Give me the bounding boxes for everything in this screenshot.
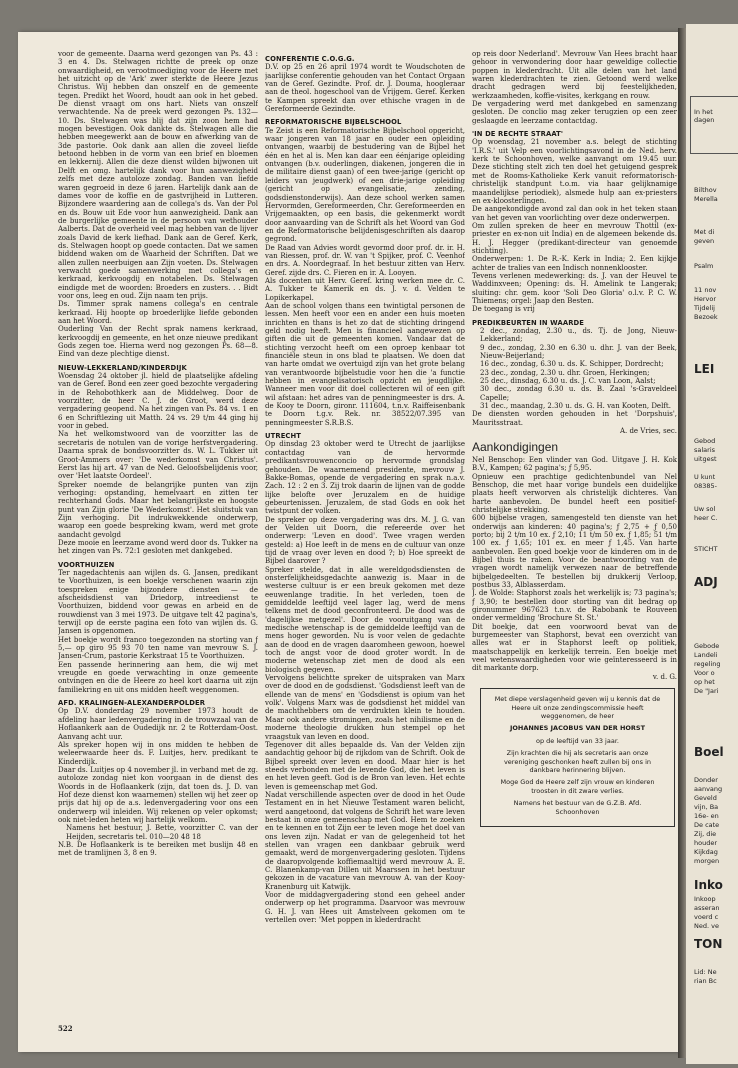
cropped-text-fragment: voerd c <box>694 913 719 921</box>
cropped-text-fragment: ADJ <box>694 575 718 589</box>
cropped-text-fragment: Hervor <box>694 295 717 303</box>
paragraph: v. d. G. <box>652 672 677 681</box>
cropped-text-fragment: Ned. ve <box>694 922 719 930</box>
section-heading: VOORTHUIZEN <box>58 560 115 569</box>
cropped-text-fragment: Bilthov <box>694 186 717 194</box>
cropped-text-fragment: Psalm <box>694 262 714 270</box>
paragraph: 600 bijbelse vragen, samengesteld ten dienste van het onderwijs aan kinderen: 40 pagina's; ƒ 2,75 + ƒ 0,50 porto; bij 2 t/m 10 ex. ƒ 2,10; 11 t/m 50 ex. ƒ 1,85; 51 t/m 100 ex. ƒ 1,65; 101 ex. en meer ƒ 1,45. Van harte aanbevolen. Een goed boekje voor de kinderen om in de Bijbel thuis te raken. Voor de beantwoording van de vragen wordt namelijk verwezen naar de betreffende bijbelgedeelten. Te bestellen bij drukkerij Verloop, postbus 33, Alblasserdam. <box>472 514 677 589</box>
cropped-text-fragment: Inkoop <box>694 895 716 903</box>
paragraph: De diensten worden gehouden in het 'Dorpshuis', Mauritsstraat. <box>472 410 677 427</box>
paragraph: Vervolgens belichtte spreker de uitspraken van Marx over de dood en de godsdienst. 'Godsdienst leeft van de ellende van de mens' en 'Godsdienst is opium van het volk'. Volgens Marx was de godsdienst het middel van de machthebbers om de verdrukten klein te houden. Maar ook andere stromingen, zoals het nihilisme en de moderne theologie drukken hun stempel op het vraagstuk van leven en dood. <box>265 674 465 741</box>
paragraph: Opnieuw een prachtige gedichtenbundel van Nel Benschop, die met haar vorige bundels een duidelijke plaats heeft verworven als christelijk dichteres. Van harte aanbevolen. De bundel heeft een positief-christelijke strekking. <box>472 472 677 514</box>
paragraph: Als spreker hopen wij in ons midden te hebben de weleerwaarde heer ds. F. Luitjes, herv. predikant te Kinderdijk. <box>58 740 258 766</box>
paragraph: De Raad van Advies wordt gevormd door prof. dr. ir. H. van Riessen, prof. dr. W. van 't Spijker, prof. C. Veenhof en drs. A. Noordegraaf. In het bestuur zitten van Herv. Geref. zijde drs. C. Fieren en ir. A. Looyen. <box>265 243 465 277</box>
cropped-text-fragment: salaris <box>694 446 716 454</box>
paragraph: J. de Wolde: Staphorst zoals het werkelijk is; 73 pagina's; ƒ 3,90; te bestellen door storting van dit bedrag op gironummer 967623 t.n.v. de Rabobank te Rouveen onder vermelding 'Brochure St. St.' <box>472 589 677 623</box>
paragraph: Ds. Timmer sprak namens collega's en centrale kerkraad. Hij hoopte op broederlijke liefde gebonden aan het Woord. <box>58 300 258 325</box>
section-heading: AFD. KRALINGEN-ALEXANDERPOLDER <box>58 699 206 708</box>
boxed-notice-fragment <box>690 96 738 154</box>
cropped-text-fragment: Met di <box>694 228 715 236</box>
cropped-text-fragment: Bezoek <box>694 313 718 321</box>
cropped-text-fragment: Gebod <box>694 437 716 445</box>
cropped-text-fragment: De "Jari <box>694 687 719 695</box>
cropped-text-fragment: Voor o <box>694 669 715 677</box>
cropped-text-fragment: uitgest <box>694 455 717 463</box>
cropped-text-fragment: 11 nov <box>694 286 717 294</box>
paragraph: 2 dec., zondag, 2.30 u., ds. Tj. de Jong, Nieuw-Lekkerland; <box>480 327 677 344</box>
paragraph: Spreker noemde de belangrijke punten van zijn verhoging: opstanding, hemelvaart en zitten ter rechterhand Gods. Maar het belangrijkste en hoogste punt van Zijn glorie 'De Wederkomst'. Het sluitstuk van Zijn verhoging. Dit indrukwekkende onderwerp, waarop een goede bespreking kwam, werd met grote aandacht gevolgd <box>58 480 258 539</box>
right-page-edge <box>686 24 738 1064</box>
cropped-text-fragment: houder <box>694 839 718 847</box>
cropped-text-fragment: Zij, die <box>694 830 717 838</box>
cropped-text-fragment: LEI <box>694 362 715 376</box>
section-heading: NIEUW-LEKKERLAND/KINDERDIJK <box>58 363 187 372</box>
column-3-flow <box>472 50 677 681</box>
paragraph: op reis door Nederland'. Mevrouw Van Hees bracht haar gehoor in verwondering door haar geweldige collectie poppen in klederdracht. Uit alle delen van het land waren klederdrachten te zien. Getoond werd welke dracht gedragen werd bij feestelijkheden, werkzaamheden, koffie-visites, kerkgang en rouw. <box>472 50 677 100</box>
paragraph: 23 dec., zondag, 2.30 u. dhr. Groen, Herkingen; <box>480 368 650 377</box>
cropped-text-fragment: Tijdelij <box>694 304 715 312</box>
paragraph: Woensdag 24 oktober jl. hield de plaatselijke afdeling van de Geref. Bond een zeer goed bezochte vergadering in de Rehobothkerk aan de Middelweg. Door de voorzitter, de heer C. J. de Groot, werd deze vergadering geopend. Na het zingen van Ps. 84 vs. 1 en 6 en Schriftlezing uit Matth. 24 vs. 29 t/m 44 ging hij voor in gebed. <box>58 372 258 431</box>
section-heading: REFORMATORISCHE BIJBELSCHOOL <box>265 118 402 127</box>
cropped-text-fragment: TON <box>694 937 723 951</box>
paragraph: Om zullen spreken de heer en mevrouw Thottil (ex-priester en ex-non uit India) en de algemeen bekende ds. H. J. Hegger (predikant-directeur van genoemde stichting). <box>472 221 677 255</box>
notice-name: JOHANNES JACOBUS VAN DER HORST <box>509 724 646 733</box>
notice-body: Zijn krachten die hij als secretaris aan onze vereniging geschonken heeft zullen bij ons in dankbare herinnering blijven. <box>503 749 652 774</box>
cropped-text-fragment: Gebode <box>694 642 720 650</box>
cropped-text-fragment: Landeli <box>694 651 718 659</box>
page-number: 522 <box>58 1024 73 1033</box>
paragraph: Een passende herinnering aan hem, die wij met vreugde en goede verwachting in onze gemeente ontvingen en die de Heere zo heel kort daarna uit zijn familiekring en uit ons midden heeft weggenomen. <box>58 660 258 694</box>
cropped-text-fragment: U kunt <box>694 473 716 481</box>
paragraph: 31 dec., maandag, 2.30 u. ds. G. H. van Kooten, Delft. <box>480 402 671 411</box>
paragraph: De vergadering werd met dankgebed en samenzang gesloten. De conclio mag zeker terugzien op een zeer geslaagde en leerzame contactdag. <box>472 100 677 125</box>
notice-signature: Namens het bestuur van de G.Z.B. Afd. Schoonhoven <box>513 799 642 816</box>
paragraph: De toegang is vrij <box>472 305 535 314</box>
cropped-text-fragment: geven <box>694 237 715 245</box>
paragraph: Deze mooie en leerzame avond werd door ds. Tukker na het zingen van Ps. 72:1 gesloten met dankgebed. <box>58 538 258 556</box>
section-heading: 'IN DE RECHTE STRAAT' <box>472 130 564 139</box>
cropped-text-fragment: aanvang <box>694 785 723 793</box>
notice-age: op de leeftijd van 33 jaar. <box>536 736 619 745</box>
paragraph: 9 dec., zondag, 2.30 en 6.30 u. dhr. J. van der Beek, Nieuw-Beijerland; <box>480 343 677 361</box>
cropped-text-fragment: Donder <box>694 776 718 784</box>
paragraph: D.V. op 25 en 26 april 1974 wordt te Woudschoten de jaarlijkse conferentie gehouden van het Contact Orgaan van de Geref. Gezindte. Prof. dr. J. Douma, hoogleraar aan de theol. hogeschool van de Vrijgem. Geref. Kerken te Kampen spreekt dan over ethische vragen in de Gereformeerde Gezindte. <box>265 63 465 114</box>
text-column-1 <box>58 50 258 1020</box>
section-heading: CONFERENTIE C.O.G.G. <box>265 55 355 63</box>
text-column-2 <box>265 50 465 1040</box>
cropped-text-fragment: Kijkdag <box>694 848 718 856</box>
death-notice <box>480 688 675 827</box>
paragraph: Aan de school volgen thans een twintigtal personen de lessen. Men heeft voor een en ander een huis moeten inrichten en thans is het zo dat de stichting dringend geld nodig heeft. Men is financieel aangewezen op giften die uit de gemeenten komen. Vandaar dat de stichting verzocht heeft om een oproep kenbaar tot financiële steun in ons blad te plaatsen. We doen dat van harte omdat we overtuigd zijn van het grote belang van verantwoorde bijbelstudie voor hen die 'a functie hebben in evangelisatorisch opzicht en jeugdlijke. Wanneer men voor dit doel collecteren wil of een gift wil afstaan: het adres van de penningmeester is drs. A. de Kooy te Doorn, gironr. 111604, t.n.v. Raiffeisenbank te Doorn t.g.v. Rek. nr. 38522/07.395 van penningmeester S.R.B.S. <box>265 301 465 427</box>
paragraph: 25 dec., dinsdag, 6.30 u. ds. J. C. van Loon, Aalst; <box>480 377 656 386</box>
section-heading: PREDIKBEURTEN IN WAARDE <box>472 318 585 327</box>
cropped-text-fragment: Boel <box>694 745 724 759</box>
paragraph: Als docenten uit Herv. Geref. kring werken mee dr. C. A. Tukker te Kamerik en ds. J. v. d. Velden te Lopikerkapel. <box>265 276 465 302</box>
cropped-text-fragment: dagen <box>694 116 715 124</box>
cropped-text-fragment: morgen <box>694 857 720 865</box>
paragraph: 30 dec., zondag 6.30 u. ds. B. Zaal 's-Graveldeel Capelle; <box>480 385 677 402</box>
cropped-text-fragment: asseran <box>694 904 720 912</box>
cropped-text-fragment: Geveld <box>694 794 717 802</box>
cropped-text-fragment: Lid: Ne <box>694 968 717 976</box>
cropped-text-fragment: heer C. <box>694 514 718 522</box>
cropped-text-fragment: STICHT <box>694 545 718 553</box>
paragraph: Daar ds. Luitjes op 4 november jl. in verband met de zg. autoloze zondag niet kon voorgaan in de dienst des Woords in de Hoflaankerk (zijn, dat toen ds. J. D. van Hof deze dienst kon waarnemen) stellen wij het zeer op prijs dat hij op de a.s. ledenvergadering voor ons een onderwerp wil inleiden. Wij rekenen op veler opkomst; ook niet-leden heten wij hartelijk welkom. <box>58 765 258 824</box>
paragraph: Ter nagedachtenis aan wijlen ds. G. Jansen, predikant te Voorthuizen, is een boekje verschenen waarin zijn toespreken enige bijzondere diensten — de afscheidsdienst van Driedorp, intreedienst te Voorthuizen, biddend voor gewas en arbeid en de rouwdienst van 3 mei 1973. De uitgave telt 42 pagina's, terwijl op de eerste pagina een foto van wijlen ds. G. Jansen is opgenomen. <box>58 568 258 636</box>
cropped-text-fragment: De cate <box>694 821 720 829</box>
section-heading: UTRECHT <box>265 432 302 441</box>
paragraph: Op D.V. donderdag 29 november 1973 houdt de afdeling haar ledenvergadering in de trouwzaal van de Hoflaankerk aan de Oudedijk nr. 2 te Rotterdam-Oost. Aanvang acht uur. <box>58 707 258 741</box>
paragraph: Spreker stelde, dat in alle wereldgodsdiensten de onsterfelijkheidsgedachte aanwezig is. Maar in de westerse cultuur is er een breuk gekomen met deze eeuwenlange traditie. In het verleden, toen de gemiddelde leeftijd veel lager lag, werd de mens telkens met de dood geconfronteerd. De dood was de 'dagelijkse metgezel'. Door de vooruitgang van de medische wetenschap is de gemiddelde leeftijd van de mens hoger geworden. Nu is voor velen de gedachte aan de dood en de vragen daaromheen gewoon, hoewel toch de angst voor de dood groter wordt. In de moderne wetenschap ziet men de dood als een biologisch gegeven. <box>265 565 465 674</box>
announcements-heading: Aankondigingen <box>472 440 559 455</box>
paragraph: Op dinsdag 23 oktober werd te Utrecht de jaarlijkse contactdag van de hervormde predikantsvrouwenconcio op hervormde grondslag gehouden. De waarnemend presidente, mevrouw J. Bakke-Bomas, opende de vergadering en sprak n.a.v. Zach. 12 : 2 en 3. Zij trok daarin de lijnen van de godde lijke belofte over Jeruzalem en de huidige gebeurtenissen. Jeruzalem, de stad Gods en ook het twistpunt der volken. <box>265 440 465 516</box>
paragraph: Tevens verlenen medewerking: ds. J. van der Heuvel te Waddinxveen; Opening: ds. H. Amelink te Langerak; sluiting: chr. gem. koor 'Soli Deo Gloria' o.l.v. P. C. W. Thiemens; orgel: Jaap den Besten. <box>472 271 677 305</box>
paragraph: Namens het bestuur, J. Bette, voorzitter C. van der Heijden, secretaris tel. 010—20 48 18 <box>66 824 258 841</box>
paragraph: A. de Vries, sec. <box>619 427 677 436</box>
paragraph: Dit boekje, dat een voorwoord bevat van de burgemeester van Staphorst, bevat een overzicht van alles wat er in Staphorst leeft op politiek, maatschappelijk en kerkelijk terrein. Een boekje met veel wetenswaardigheden voor wie geïnteresseerd is in dit markante dorp. <box>472 622 677 673</box>
paragraph: De aangekondigde avond zal dan ook in het teken staan van het geven van voorlichting over deze onderwerpen. <box>472 205 677 222</box>
cropped-text-fragment: op het <box>694 678 715 686</box>
cropped-text-fragment: In het <box>694 108 713 116</box>
cropped-text-fragment: vijn, Ba <box>694 803 719 811</box>
paragraph: Te Zeist is een Reformatorische Bijbelschool opgericht, waar jongeren van 18 jaar en ouder een opleiding ontvangen, waarbij de bestudering van de Bijbel het één en het al is. Men kan daar een éénjarige opleiding ontvangen (b.v. ouderlingen, diakenen, jongeren die in de militaire dienst gaan) of een twee-jarige (gericht op leiders van jeugdwerk) of een drie-jarige opleiding (gericht op evangelisatie, zending, godsdienstonderwijs). Aan deze school werken samen Hervormden, Gereformeerden, Chr. Gereformeerden en Vrijgemaakten, op een basis, die gekenmerkt wordt door aanvaarding van de Schrift als het Woord van God en de Reformatorische belijdenisgeschriften als daarop gegrond. <box>265 126 465 244</box>
cropped-text-fragment: Merella <box>694 195 718 203</box>
paragraph: 16 dec., zondag, 6.30 u. ds. K. Schipper, Dordrecht; <box>480 360 664 369</box>
cropped-text-fragment: Uw sol <box>694 505 716 513</box>
paragraph: voor de gemeente. Daarna werd gezongen van Ps. 43 : 3 en 4. Ds. Stelwagen richtte de preek op onze onwaardigheid, en verootmoediging voor de Heere met het uitzicht op de 'Ark' zwer sterkte de Heere Jezus Christus. Wij hebben dan onszelf en de gemeente tegen. Predikt het Woord, houdt aan ook in het gebed. De dienst vraagt om ons hart. Niets van onszelf verwachtende. Na de preek werd gezongen Ps. 132—10. Ds. Stelwagen was blij dat zijn zoon hem had mogen bevestigen. Ook dankte ds. Stelwagen alle die hebben meegewerkt aan de bouw en afwerking van de 3de pastorie. Ook dank aan allen die zoveel liefde betoond hebben in de vorm van een brief en bloemen en lekkernij. Allen die deze dienst wilden bijwonen uit Delft en omg. hartelijk dank voor hun aanwezigheid zelfs met deze autoloze zondag. Banden van liefde waren gegroeid in deze 6 jaren. Hartelijk dank aan de dames voor de koffie en de gastvrijheid in Lutteren. Bijzondere waardering aan de collega's ds. Van der Pol en ds. Bouw uit Ede voor hun aanwezigheid. Dank aan de burgerlijke gemeente in de persoon van wethouder Aalberts. Dat de overheid veel mag hebben van de lijver zoals David de kerk liefhad. Dank aan de Geref. Kerk, ds. Stelwagen hoopt op goede contacten. Dat we samen biddend waken om de Waarheid der Schriften. Dat we allen zullen neerbuigen aan Zijn voeten. Ds. Stelwagen verwacht goede samenwerking met collega's en kerkraad, kerkvoogdij en notabelen. Ds. Stelwagen eindigde met de woorden: Broeders en zusters. . . Bidt voor ons, leeg en oud. Zijn naam ten prijs. <box>58 50 258 300</box>
cropped-text-fragment: rian Bc <box>694 977 717 985</box>
paragraph: Voor de middagvergadering stond een geheel ander onderwerp op het programma. Daarvoor was mevrouw G. H. J. van Hees uit Amstelveen gekomen om te vertellen over: 'Met poppen in klederdracht <box>265 891 465 925</box>
paragraph: Op woensdag, 21 november a.s. belegt de stichting 'I.R.S.' uit Velp een voorlichtingsavond in de Ned. herv. kerk te Schoonhoven, welke aanvangt om 19.45 uur. Deze stichting stelt zich ten doel het getuigend gesprek met de Rooms-Katholieke Kerk vanuit reformatorisch-christelijk standpunt t.o.m. via haar gelijknamige maandelijkse periodiek), alsmede hulp aan ex-priesters en ex-kloosterlingen. <box>472 138 677 205</box>
cropped-text-fragment: 16e- en <box>694 812 719 820</box>
cropped-text-fragment: Inko <box>694 878 723 892</box>
paragraph: Ouderling Van der Recht sprak namens kerkraad, kerkvoogdij en gemeente, en het onze nieuwe predikant Gods zegen toe. Hierna werd nog gezongen Ps. 68—8. Eind van deze plechtige dienst. <box>58 325 258 359</box>
cropped-text-fragment: regeling <box>694 660 721 668</box>
paragraph: Nel Benschop: Een vlinder van God. Uitgave J. H. Kok B.V., Kampen; 62 pagina's; ƒ 5,95. <box>472 455 677 473</box>
notice-wish: Moge God de Heere zelf zijn vrouw en kinderen troosten in dit zware verlies. <box>500 778 655 795</box>
paragraph: Na het welkomstwoord van de voorzitter las de secretaris de notulen van de vorige herfstvergadering. Daarna sprak de bondsvoorzitter ds. W. L. Tukker uit Groot-Ammers over: 'De wederkomst van Christus'. Eerst las hij art. 47 van de Ned. Geloofsbelijdenis voor, over 'Het laatste Oordeel'. <box>58 430 258 481</box>
paragraph: N.B. De Hoflaankerk is te bereiken met buslijn 48 en met de tramlijnen 3, 8 en 9. <box>58 840 258 858</box>
notice-intro: Met diepe verslagenheid geven wij u kennis dat de Heere uit onze zendingscommissie heeft weggenomen, de heer <box>494 695 661 720</box>
paragraph: Tegenover dit alles bepaalde ds. Van der Velden zijn aandachtig gehoor bij de rijkdom van de Schrift. Ook de Bijbel spreekt over leven en dood. Maar hier is het steeds verbonden met de levende God, die het leven is en het leven geeft. God is de Bron van leven. Het echte leven is gemeenschap met God. <box>265 740 465 791</box>
paragraph: Nadat verschillende aspecten over de dood in het Oude Testament en in het Nieuwe Testament waren belicht, werd aangetoond, dat volgens de Schrift het ware leven bestaat in onze gemeenschap met God. Hem te zoeken en te kennen en tot Zijn eer te leven moge het doel van ons leven zijn. Nadat er van de gelegenheid tot het stellen van vragen een dankbaar gebruik werd gemaakt, werd de morgenvergadering gesloten. Tijdens de daaropvolgende koffiemaaltijd werd mevrouw A. E. C. Blanenkamp-van Dillen uit Maarssen in het bestuur gekozen in de vacature van mevrouw A. van der Kooy-Kranenburg uit Katwijk. <box>265 790 465 891</box>
page-gutter <box>678 28 686 1058</box>
paragraph: Het boekje wordt franco toegezonden na storting van ƒ 5,— op giro 95 93 70 ten name van mevrouw S. J. Jansen-Crum, pastorie Kerkstraat 15 te Voorthuizen. <box>58 635 258 661</box>
paragraph: Onderwerpen: 1. De R.-K. Kerk in India; 2. Een kijkje achter de tralies van een Indisch nonnenklooster. <box>472 255 677 272</box>
text-column-3 <box>472 50 677 1030</box>
paragraph: De spreker op deze vergadering was drs. M. J. G. van der Velden uit Doorn, die refereerde over het onderwerp: 'Leven en dood'. Twee vragen werden gesteld: a) Hoe leeft in de mens en de cultuur van onze tijd de vraag over leven en dood ?; b) Hoe spreekt de Bijbel daarover ? <box>265 515 465 566</box>
cropped-text-fragment: 08385- <box>694 482 718 490</box>
